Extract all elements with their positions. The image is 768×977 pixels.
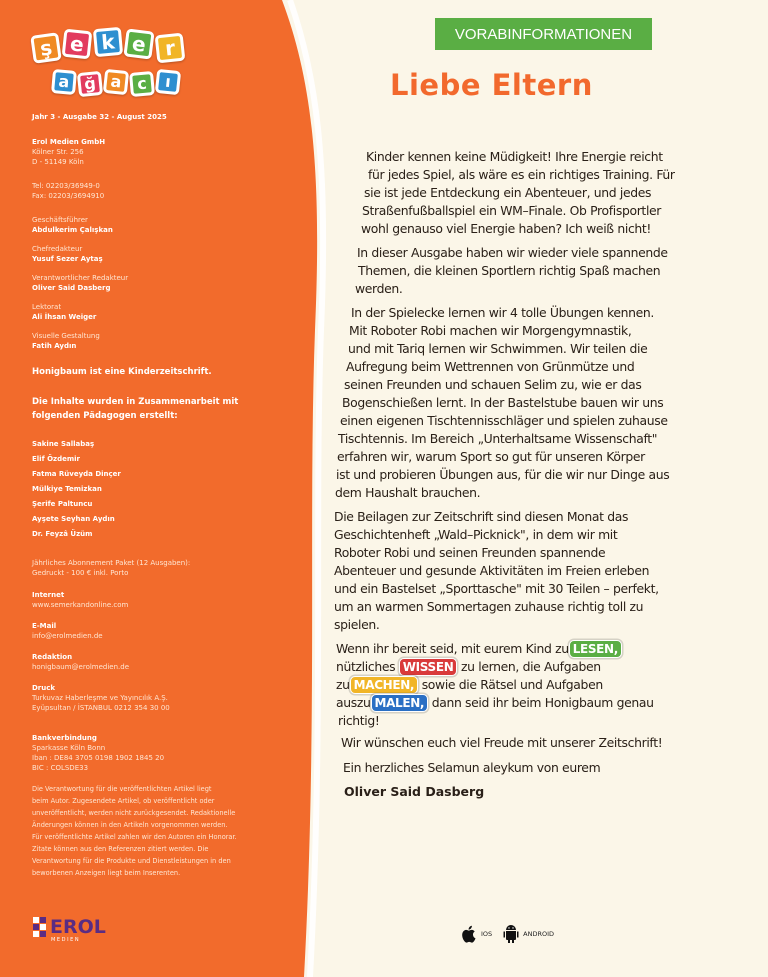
pedagogue-name: Mülkiye Temizkan (32, 485, 102, 493)
role-block (32, 302, 282, 322)
disclaimer-line: beim Autor. Zugesendete Artikel, ob veröffentlicht oder (32, 797, 215, 805)
text-line: In dieser Ausgabe haben wir wieder viele spannende (357, 245, 668, 260)
print-block (32, 683, 282, 713)
paragraph (335, 304, 670, 502)
text-line: Kinder kennen keine Müdigkeit! Ihre Energie reicht (366, 149, 663, 164)
text-line: Geschichtenheft „Wald–Picknick", in dem wir mit (334, 527, 618, 542)
role-title: Verantwortlicher Redakteur (32, 274, 129, 282)
apple-icon (460, 924, 478, 944)
logo-tile: e (62, 29, 93, 60)
print-line: Turkuvaz Haberleşme ve Yayıncılık A.Ş. (32, 694, 168, 702)
role-name: Abdulkerim Çalışkan (32, 226, 113, 234)
bank-bic: BIC : COLSDE33 (32, 764, 89, 772)
ios-badge[interactable] (460, 924, 492, 944)
paragraph (334, 508, 659, 634)
email-label: E-Mail (32, 622, 57, 630)
disclaimer-line: Die Verantwortung für die veröffentlichten Artikel liegt (32, 785, 212, 793)
text-line: Bogenschießen lernt. In der Bastelstube bauen wir uns (342, 395, 664, 410)
internet-link[interactable]: www.semerkandonline.com (32, 601, 129, 609)
disclaimer-line: Verantwortung für die Produkte und Dienstleistungen in den (32, 857, 231, 865)
logo-tile: ğ (77, 71, 103, 97)
collaboration-note (32, 395, 282, 423)
redaktion-label: Redaktion (32, 653, 73, 661)
subscription-block (32, 558, 282, 578)
paragraph (361, 148, 675, 238)
text-line: dem Haushalt brauchen. (335, 485, 481, 500)
disclaimer-line: beworbenen Anzeigen liegt beim Inserenten. (32, 869, 181, 877)
logo-tile: c (129, 71, 155, 97)
text-line: Roboter Robi und seinen Freunden spannende (334, 545, 606, 560)
activity-paragraph (336, 640, 654, 730)
role-name: Fatih Aydın (32, 342, 77, 350)
role-name: Oliver Said Dasberg (32, 284, 111, 292)
text-fragment: dann seid ihr beim Honigbaum genau (431, 695, 654, 710)
role-title: Geschäftsführer (32, 216, 88, 224)
role-title: Chefredakteur (32, 245, 83, 253)
seker-agaci-logo (30, 28, 190, 106)
page-title: Liebe Eltern (390, 68, 593, 102)
bank-name: Sparkasse Köln Bonn (32, 744, 106, 752)
text-line: Themen, die kleinen Sportlern richtig Spaß machen (358, 263, 661, 278)
issue-info: Jahr 3 - Ausgabe 32 - August 2025 (32, 113, 167, 121)
make-badge: MACHEN, (350, 676, 418, 694)
bank-label: Bankverbindung (32, 734, 97, 742)
role-name: Yusuf Sezer Aytaş (32, 255, 103, 263)
text-line: und mit Tariq lernen wir Schwimmen. Wir teilen die (348, 341, 648, 356)
imprint (32, 113, 282, 879)
read-badge: LESEN, (569, 640, 622, 658)
role-block (32, 273, 282, 293)
text-line: für jedes Spiel, als wäre es ein richtiges Training. Für (368, 167, 675, 182)
phone: Tel: 02203/36949-0 (32, 182, 100, 190)
text-line: richtig! (338, 713, 380, 728)
android-label: ANDROID (523, 930, 555, 938)
knowledge-badge: WISSEN (399, 658, 458, 676)
role-name: Ali İhsan Weiger (32, 313, 97, 321)
text-fragment: zu (336, 677, 350, 692)
text-line: Aufregung beim Wettrennen von Grünmütze und (346, 359, 635, 374)
bank-block (32, 733, 282, 773)
role-title: Visuelle Gestaltung (32, 332, 100, 340)
logo-tile: e (123, 28, 154, 59)
internet-block (32, 590, 282, 610)
text-line: Straßenfußballspiel ein WM–Finale. Ob Profisportler (362, 203, 662, 218)
print-label: Druck (32, 684, 56, 692)
logo-tile: a (51, 69, 77, 95)
print-line: Eyüpsultan / İSTANBUL 0212 354 30 00 (32, 704, 170, 712)
text-line: einen eigenen Tischtennisschläger und spielen zuhause (340, 413, 668, 428)
text-line: ist und probieren Übungen aus, für die wir nur Dinge aus (336, 467, 670, 482)
logo-tile: r (155, 33, 186, 64)
platform-badges (460, 923, 554, 945)
publisher-block (32, 137, 282, 167)
text-line: spielen. (334, 617, 380, 632)
bank-iban: Iban : DE84 3705 0198 1902 1845 20 (32, 754, 165, 762)
wish-line: Wir wünschen euch viel Freude mit unserer Zeitschrift! (341, 735, 663, 750)
text-line: wohl genauso viel Energie haben? Ich weiß nicht! (361, 221, 652, 236)
role-block (32, 331, 282, 351)
logo-tile: a (103, 69, 129, 95)
ios-label: IOS (481, 930, 493, 938)
section-banner: VORABINFORMATIONEN (435, 18, 652, 50)
email-block (32, 621, 282, 641)
signature: Oliver Said Dasberg (344, 784, 485, 799)
text-fragment: sowie die Rätsel und Aufgaben (421, 677, 603, 692)
pedagogue-name: Fatma Rüveyda Dinçer (32, 470, 121, 478)
role-block (32, 215, 282, 235)
text-line: Abenteuer und gesunde Aktivitäten im Freien erleben (334, 563, 650, 578)
disclaimer-line: Für veröffentlichte Artikel zahlen wir den Autoren ein Honorar. (32, 833, 237, 841)
text-line (336, 658, 654, 676)
contact-block (32, 181, 282, 201)
subscription-line: Gedruckt - 100 € inkl. Porto (32, 569, 129, 577)
text-line: In der Spielecke lernen wir 4 tolle Übungen kennen. (351, 305, 655, 320)
svg-text:EROL: EROL (50, 916, 106, 938)
pedagogue-list (32, 437, 282, 542)
publisher-city: D - 51149 Köln (32, 158, 84, 166)
text-line: Mit Roboter Robi machen wir Morgengymnastik, (349, 323, 632, 338)
text-line (336, 676, 654, 694)
pedagogue-name: Ayşete Seyhan Aydın (32, 515, 115, 523)
redaktion-email-link[interactable]: honigbaum@erolmedien.de (32, 663, 130, 671)
publisher-name: Erol Medien GmbH (32, 138, 106, 146)
text-line: seinen Freunden und schauen Selim zu, wie er das (344, 377, 642, 392)
email-link[interactable]: info@erolmedien.de (32, 632, 103, 640)
pedagogue-name: Elif Özdemir (32, 455, 80, 463)
erol-medien-logo (33, 915, 163, 943)
text-line: Die Beilagen zur Zeitschrift sind diesen Monat das (334, 509, 629, 524)
text-line: und ein Bastelset „Sporttasche" mit 30 Teilen – perfekt, (334, 581, 659, 596)
fax: Fax: 02203/3694910 (32, 192, 105, 200)
text-line: werden. (355, 281, 403, 296)
disclaimer-line: unveröffentlicht, werden nicht zurückgesendet. Redaktionelle (32, 809, 236, 817)
subscription-line: Jährliches Abonnement Paket (12 Ausgaben): (32, 559, 191, 567)
pedagogue-name: Şerife Paltuncu (32, 500, 93, 508)
publisher-street: Kölner Str. 256 (32, 148, 84, 156)
android-badge[interactable] (502, 924, 554, 944)
logo-tile: ş (30, 32, 62, 64)
disclaimer (32, 783, 262, 879)
disclaimer-line: Zitate können aus den Referenzen zitiert werden. Die (32, 845, 209, 853)
collaboration-line: Die Inhalte wurden in Zusammenarbeit mit (32, 397, 239, 407)
greeting-line: Ein herzliches Selamun aleykum von eurem (343, 760, 601, 775)
paint-badge: MALEN, (371, 694, 429, 712)
paragraph (357, 244, 668, 298)
role-block (32, 244, 282, 264)
text-line: Tischtennis. Im Bereich „Unterhaltsame Wissenschaft" (338, 431, 658, 446)
pedagogue-name: Sakine Sallabaş (32, 440, 95, 448)
role-title: Lektorat (32, 303, 62, 311)
text-fragment: nützliches (336, 659, 396, 674)
collaboration-line: folgenden Pädagogen erstellt: (32, 411, 178, 421)
redaktion-block (32, 652, 282, 672)
text-fragment: auszu (336, 695, 371, 710)
text-fragment: Wenn ihr bereit seid, mit eurem Kind zu (336, 641, 569, 656)
svg-text:M E D I E N: M E D I E N (51, 937, 79, 943)
tagline: Honigbaum ist eine Kinderzeitschrift. (32, 367, 212, 377)
android-icon (502, 924, 520, 944)
text-line (336, 640, 654, 658)
text-line: erfahren wir, warum Sport so gut für unseren Körper (337, 449, 645, 464)
logo-tile: k (93, 27, 123, 57)
text-line (336, 694, 654, 712)
text-fragment: zu lernen, die Aufgaben (460, 659, 601, 674)
pedagogue-name: Dr. Feyzâ Üzüm (32, 530, 93, 538)
text-line: sie ist jede Entdeckung ein Abenteuer, und jedes (364, 185, 652, 200)
text-line: um an warmen Sommertagen zuhause richtig toll zu (334, 599, 644, 614)
disclaimer-line: Änderungen können in den Artikeln vorgenommen werden. (32, 821, 228, 829)
internet-label: Internet (32, 591, 65, 599)
logo-tile: ı (155, 69, 181, 95)
